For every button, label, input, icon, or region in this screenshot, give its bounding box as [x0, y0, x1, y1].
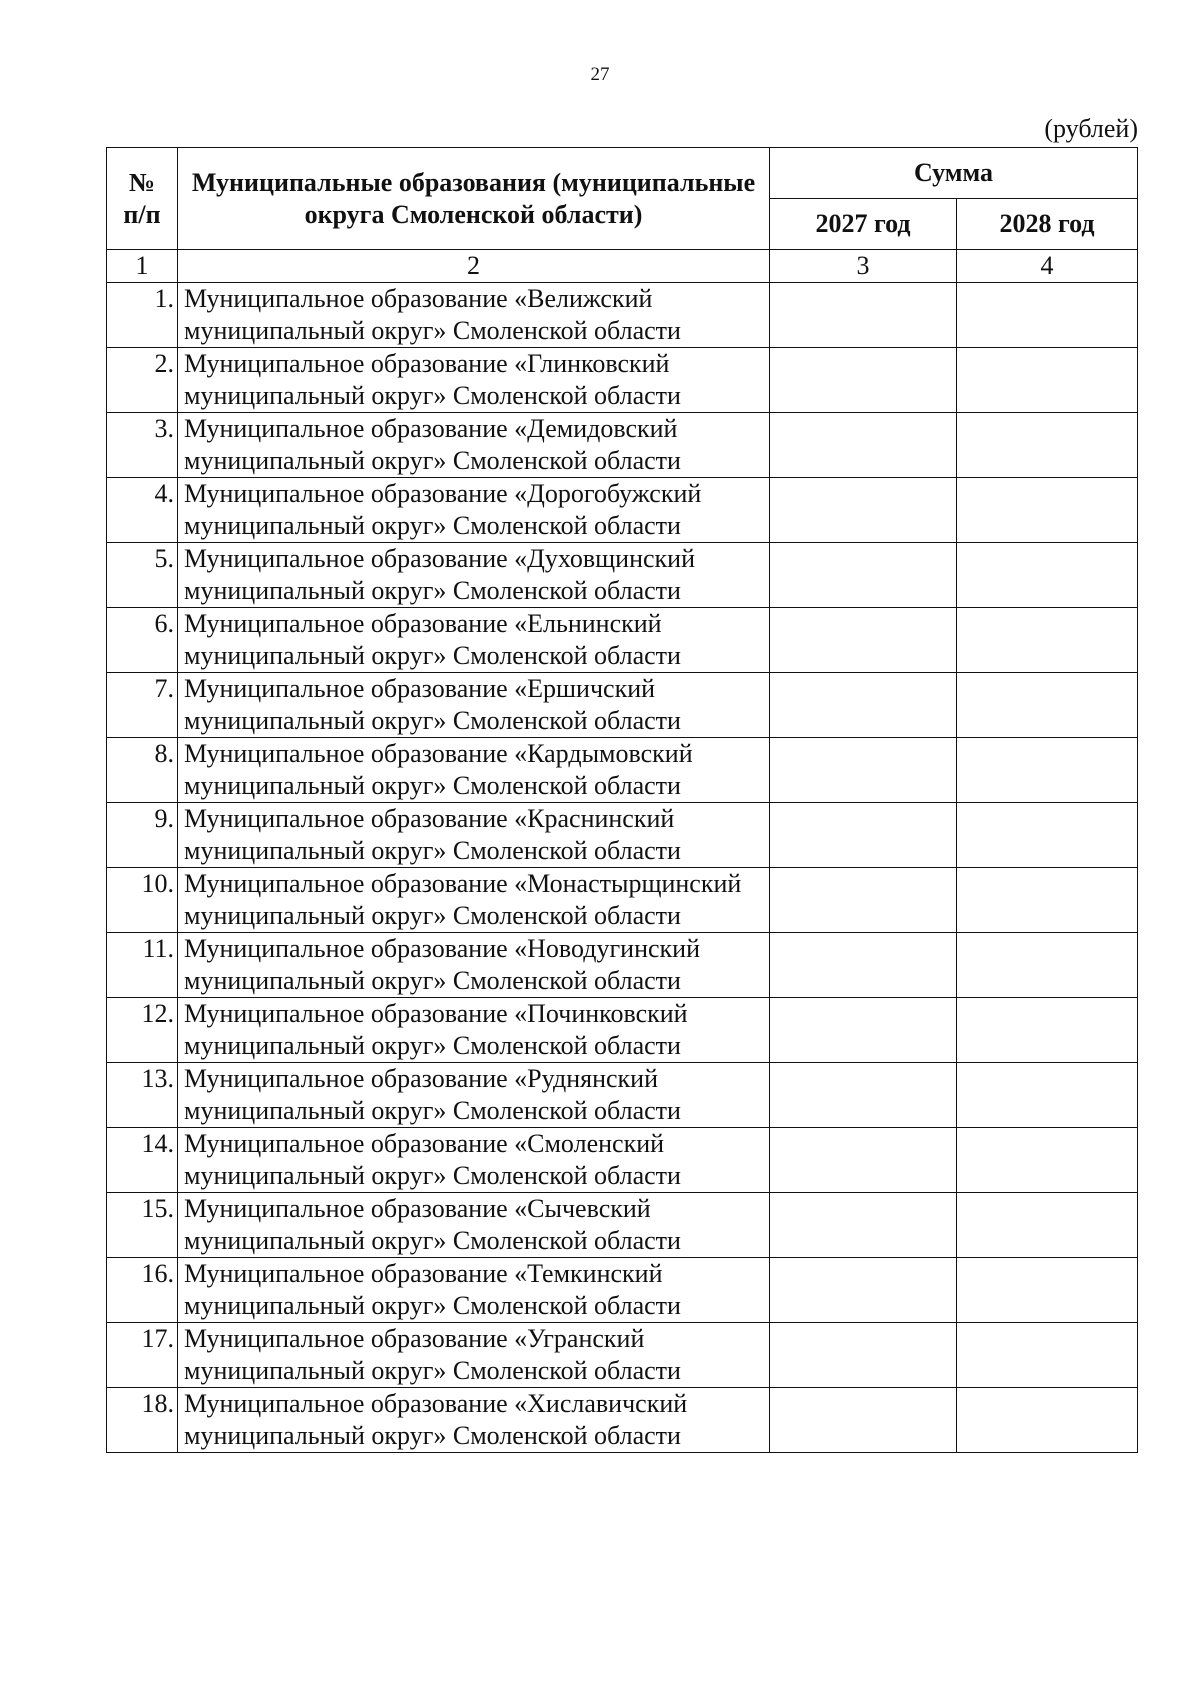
table-row: [107, 1258, 1138, 1323]
amount-2028: [957, 283, 1138, 348]
amount-2028: [957, 998, 1138, 1063]
table-row: [107, 1063, 1138, 1128]
municipality-name: Муниципальное образование «Хиславичский муниципальный округ» Смоленской области: [178, 1388, 770, 1453]
municipality-name: Муниципальное образование «Темкинский муниципальный округ» Смоленской области: [178, 1258, 770, 1323]
column-numbers-row: [107, 250, 1138, 283]
row-number: 5.: [107, 543, 178, 608]
amount-2028: [957, 1258, 1138, 1323]
row-number: 14.: [107, 1128, 178, 1193]
amount-2028: [957, 933, 1138, 998]
amount-2027: [770, 1128, 957, 1193]
row-number: 18.: [107, 1388, 178, 1453]
amount-2027: [770, 608, 957, 673]
municipality-name: Муниципальное образование «Дорогобужский муниципальный округ» Смоленской области: [178, 478, 770, 543]
row-number: 1.: [107, 283, 178, 348]
municipality-name: Муниципальное образование «Глинковский муниципальный округ» Смоленской области: [178, 348, 770, 413]
amount-2027: [770, 933, 957, 998]
table-row: [107, 1128, 1138, 1193]
amount-2027: [770, 348, 957, 413]
row-number: 9.: [107, 803, 178, 868]
row-number: 16.: [107, 1258, 178, 1323]
table-row: [107, 1323, 1138, 1388]
amount-2028: [957, 1193, 1138, 1258]
municipality-name: Муниципальное образование «Монастырщинский муниципальный округ» Смоленской области: [178, 868, 770, 933]
municipality-name: Муниципальное образование «Ельнинский муниципальный округ» Смоленской области: [178, 608, 770, 673]
unit-label: (рублей): [1044, 114, 1138, 143]
amount-2027: [770, 1323, 957, 1388]
table-row: [107, 608, 1138, 673]
row-number: 17.: [107, 1323, 178, 1388]
amount-2028: [957, 543, 1138, 608]
amount-2027: [770, 1063, 957, 1128]
municipality-name: Муниципальное образование «Починковский муниципальный округ» Смоленской области: [178, 998, 770, 1063]
row-number: 6.: [107, 608, 178, 673]
row-number: 7.: [107, 673, 178, 738]
amount-2028: [957, 673, 1138, 738]
table-row: [107, 543, 1138, 608]
amount-2028: [957, 1128, 1138, 1193]
amount-2028: [957, 868, 1138, 933]
header-year-2027: 2027 год: [770, 199, 957, 250]
municipality-name: Муниципальное образование «Ершичский муниципальный округ» Смоленской области: [178, 673, 770, 738]
municipal-table: [106, 147, 1138, 1453]
table-row: [107, 803, 1138, 868]
municipality-name: Муниципальное образование «Велижский муниципальный округ» Смоленской области: [178, 283, 770, 348]
header-number: № п/п: [107, 148, 178, 250]
municipality-name: Муниципальное образование «Угранский муниципальный округ» Смоленской области: [178, 1323, 770, 1388]
table-row: [107, 348, 1138, 413]
amount-2027: [770, 283, 957, 348]
row-number: 4.: [107, 478, 178, 543]
row-number: 13.: [107, 1063, 178, 1128]
amount-2027: [770, 478, 957, 543]
table-row: [107, 478, 1138, 543]
amount-2028: [957, 608, 1138, 673]
amount-2028: [957, 1323, 1138, 1388]
header-year-2028: 2028 год: [957, 199, 1138, 250]
row-number: 10.: [107, 868, 178, 933]
amount-2027: [770, 1193, 957, 1258]
row-number: 2.: [107, 348, 178, 413]
municipality-name: Муниципальное образование «Духовщинский муниципальный округ» Смоленской области: [178, 543, 770, 608]
table-row: [107, 998, 1138, 1063]
header-sum: Сумма: [770, 148, 1138, 199]
municipality-name: Муниципальное образование «Кардымовский муниципальный округ» Смоленской области: [178, 738, 770, 803]
municipality-name: Муниципальное образование «Демидовский муниципальный округ» Смоленской области: [178, 413, 770, 478]
amount-2028: [957, 803, 1138, 868]
table-row: [107, 868, 1138, 933]
municipality-name: Муниципальное образование «Сычевский муниципальный округ» Смоленской области: [178, 1193, 770, 1258]
table-row: [107, 673, 1138, 738]
header-municipality: Муниципальные образования (муниципальные округа Смоленской области): [178, 148, 770, 250]
amount-2027: [770, 1258, 957, 1323]
amount-2027: [770, 543, 957, 608]
column-number: 1: [107, 250, 178, 283]
column-number: 3: [770, 250, 957, 283]
municipality-name: Муниципальное образование «Новодугинский муниципальный округ» Смоленской области: [178, 933, 770, 998]
amount-2027: [770, 1388, 957, 1453]
amount-2028: [957, 1063, 1138, 1128]
row-number: 8.: [107, 738, 178, 803]
amount-2028: [957, 1388, 1138, 1453]
page-number: 27: [590, 64, 610, 85]
amount-2027: [770, 998, 957, 1063]
amount-2027: [770, 413, 957, 478]
table-body: [107, 250, 1138, 1453]
table-row: [107, 413, 1138, 478]
amount-2027: [770, 738, 957, 803]
row-number: 3.: [107, 413, 178, 478]
table-row: [107, 933, 1138, 998]
amount-2028: [957, 413, 1138, 478]
row-number: 15.: [107, 1193, 178, 1258]
municipality-name: Муниципальное образование «Руднянский муниципальный округ» Смоленской области: [178, 1063, 770, 1128]
column-number: 4: [957, 250, 1138, 283]
amount-2028: [957, 348, 1138, 413]
column-number: 2: [178, 250, 770, 283]
row-number: 11.: [107, 933, 178, 998]
row-number: 12.: [107, 998, 178, 1063]
table-row: [107, 1193, 1138, 1258]
table-row: [107, 283, 1138, 348]
municipality-name: Муниципальное образование «Смоленский муниципальный округ» Смоленской области: [178, 1128, 770, 1193]
amount-2027: [770, 803, 957, 868]
amount-2028: [957, 478, 1138, 543]
amount-2027: [770, 673, 957, 738]
table-row: [107, 1388, 1138, 1453]
header-row: [107, 148, 1138, 199]
municipality-name: Муниципальное образование «Краснинский муниципальный округ» Смоленской области: [178, 803, 770, 868]
amount-2028: [957, 738, 1138, 803]
amount-2027: [770, 868, 957, 933]
table-row: [107, 738, 1138, 803]
